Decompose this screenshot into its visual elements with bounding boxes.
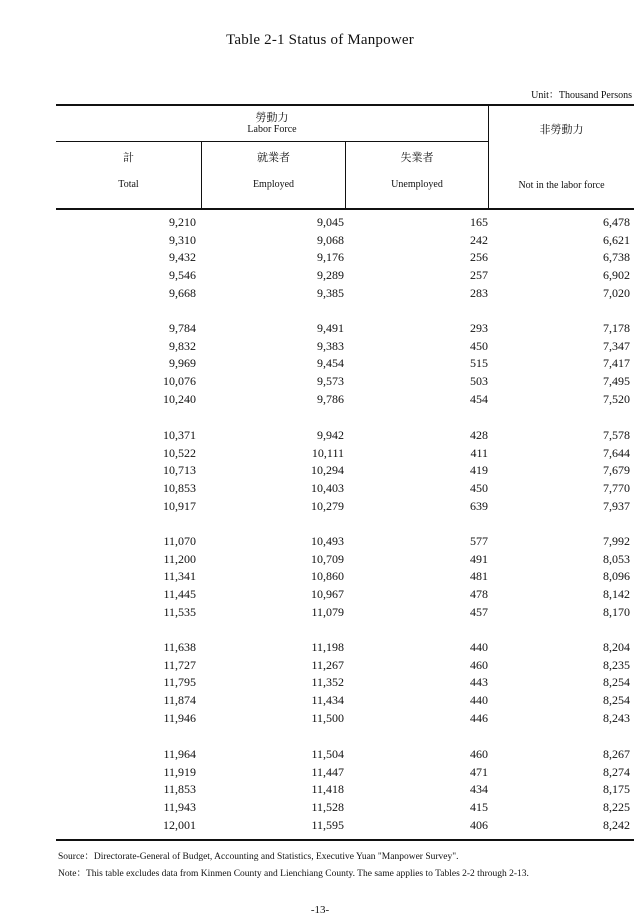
table-cell: 8,267 (603, 747, 630, 761)
not-labor-force-header-en: Not in the labor force (518, 180, 605, 191)
table-cell: 9,832 (169, 338, 196, 353)
table-cell: 9,310 (169, 232, 196, 247)
table-cell: 7,578 (603, 428, 630, 442)
table-cell: 577 (470, 534, 488, 548)
table-cell: 9,969 (169, 356, 196, 371)
table-cell: 9,784 (169, 321, 196, 335)
table-row (56, 673, 634, 691)
table-cell: 11,352 (311, 675, 344, 690)
table-cell: 11,418 (311, 782, 344, 797)
table-cell: 11,595 (311, 817, 344, 832)
table-cell: 8,096 (603, 569, 630, 584)
table-cell: 481 (470, 569, 488, 584)
table-row (56, 266, 634, 284)
table-cell: 11,638 (163, 640, 196, 654)
table-row (56, 444, 634, 462)
table-cell: 283 (470, 285, 488, 300)
table-cell: 6,902 (603, 268, 630, 283)
table-cell: 10,522 (163, 445, 196, 460)
table-cell: 10,860 (311, 569, 344, 584)
table-cell: 10,709 (311, 551, 344, 566)
table-cell: 8,204 (603, 640, 630, 654)
table-cell: 415 (470, 800, 488, 815)
table-row (56, 550, 634, 568)
table-cell: 419 (470, 463, 488, 478)
table-cell: 7,178 (603, 321, 630, 335)
table-cell: 11,943 (163, 800, 196, 815)
page-number: -13- (310, 904, 330, 916)
table-cell: 10,279 (311, 498, 344, 513)
table-cell: 10,967 (311, 587, 344, 602)
table-row (56, 319, 634, 337)
total-header-en: Total (118, 179, 139, 190)
table-cell: 9,668 (169, 285, 196, 300)
table-cell: 9,491 (317, 321, 344, 335)
table-cell: 434 (470, 782, 488, 797)
labor-force-divider (56, 141, 488, 142)
table-cell: 7,770 (603, 481, 630, 496)
table-cell: 10,403 (311, 481, 344, 496)
table-cell: 11,445 (163, 587, 196, 602)
total-header-zh: 計 (123, 152, 134, 164)
table-cell: 257 (470, 268, 488, 283)
table-cell: 406 (470, 817, 488, 832)
table-cell: 471 (470, 764, 488, 779)
table-cell: 256 (470, 250, 488, 265)
table-cell: 11,727 (163, 657, 196, 672)
table-cell: 10,076 (163, 374, 196, 389)
table-row (56, 656, 634, 674)
table-cell: 242 (470, 232, 488, 247)
table-cell: 9,432 (169, 250, 196, 265)
table-title: Table 2-1 Status of Manpower (226, 32, 414, 48)
table-top-rule (56, 104, 634, 106)
table-cell: 7,495 (603, 374, 630, 389)
not-labor-force-en-header (489, 180, 634, 192)
table-cell: 443 (470, 675, 488, 690)
table-cell: 7,679 (603, 463, 630, 478)
table-cell: 460 (470, 747, 488, 761)
table-cell: 9,546 (169, 268, 196, 283)
table-cell: 11,434 (311, 693, 344, 708)
table-cell: 7,347 (603, 338, 630, 353)
table-cell: 440 (470, 693, 488, 708)
table-cell: 446 (470, 710, 488, 725)
table-cell: 9,045 (317, 215, 344, 229)
table-cell: 10,917 (163, 498, 196, 513)
table-row (56, 390, 634, 408)
table-row (56, 709, 634, 727)
table-cell: 9,289 (317, 268, 344, 283)
table-row (56, 798, 634, 816)
table-bottom-rule (56, 839, 634, 841)
table-row (56, 780, 634, 798)
table-row (56, 745, 634, 763)
total-column-header (56, 152, 201, 191)
table-cell: 9,385 (317, 285, 344, 300)
table-cell: 8,235 (603, 657, 630, 672)
labor-force-header-zh: 勞動力 (255, 112, 289, 124)
table-cell: 11,341 (163, 569, 196, 584)
employed-header-zh: 就業者 (257, 152, 290, 164)
table-cell: 8,225 (603, 800, 630, 815)
table-cell: 7,417 (603, 356, 630, 371)
table-cell: 478 (470, 587, 488, 602)
labor-force-header (56, 112, 488, 136)
source-note: Source：Directorate-General of Budget, Accounting and Statistics, Executive Yuan "Manpower Survey". (58, 852, 459, 862)
unemployed-column-header (346, 152, 488, 191)
table-cell: 8,254 (603, 693, 630, 708)
employed-header-en: Employed (252, 179, 295, 190)
table-cell: 9,176 (317, 250, 344, 265)
table-cell: 10,713 (163, 463, 196, 478)
table-cell: 165 (470, 215, 488, 229)
table-cell: 440 (470, 640, 488, 654)
table-row (56, 426, 634, 444)
table-cell: 9,573 (317, 374, 344, 389)
table-cell: 515 (470, 356, 488, 371)
header-bottom-rule (56, 208, 634, 210)
table-cell: 9,383 (317, 338, 344, 353)
table-cell: 11,267 (311, 657, 344, 672)
table-cell: 11,070 (163, 534, 196, 548)
table-cell: 11,535 (163, 604, 196, 619)
table-row (56, 372, 634, 390)
table-cell: 10,294 (311, 463, 344, 478)
not-labor-force-header (489, 124, 634, 136)
not-labor-force-header-zh: 非勞動力 (539, 124, 584, 136)
table-cell: 11,528 (311, 800, 344, 815)
table-row (56, 461, 634, 479)
table-cell: 9,454 (317, 356, 344, 371)
table-cell: 639 (470, 498, 488, 513)
table-cell: 8,142 (603, 587, 630, 602)
table-row (56, 213, 634, 231)
table-row (56, 532, 634, 550)
table-cell: 10,240 (163, 391, 196, 406)
table-row (56, 691, 634, 709)
table-row (56, 284, 634, 302)
table-cell: 8,175 (603, 782, 630, 797)
table-cell: 428 (470, 428, 488, 442)
table-cell: 7,520 (603, 391, 630, 406)
table-cell: 7,644 (603, 445, 630, 460)
table-cell: 460 (470, 657, 488, 672)
table-cell: 9,210 (169, 215, 196, 229)
table-row (56, 337, 634, 355)
table-cell: 8,053 (603, 551, 630, 566)
table-cell: 6,478 (603, 215, 630, 229)
table-row (56, 603, 634, 621)
table-row (56, 497, 634, 515)
table-cell: 9,942 (317, 428, 344, 442)
table-cell: 457 (470, 604, 488, 619)
table-cell: 11,504 (311, 747, 344, 761)
table-row (56, 816, 634, 834)
table-cell: 11,853 (163, 782, 196, 797)
table-cell: 11,500 (311, 710, 344, 725)
table-cell: 11,198 (311, 640, 344, 654)
table-cell: 411 (470, 445, 488, 460)
labor-force-header-en: Labor Force (247, 124, 297, 135)
table-cell: 491 (470, 551, 488, 566)
table-cell: 10,371 (163, 428, 196, 442)
table-cell: 8,170 (603, 604, 630, 619)
table-cell: 450 (470, 481, 488, 496)
table-row (56, 231, 634, 249)
table-row (56, 567, 634, 585)
table-cell: 11,795 (163, 675, 196, 690)
table-row (56, 354, 634, 372)
table-cell: 10,853 (163, 481, 196, 496)
table-row (56, 638, 634, 656)
table-cell: 293 (470, 321, 488, 335)
table-row (56, 248, 634, 266)
table-cell: 10,111 (311, 445, 344, 460)
footnote: Note：This table excludes data from Kinmen County and Lienchiang County. The same applies to Tables 2-2 through 2-13. (58, 869, 529, 879)
table-row (56, 585, 634, 603)
table-row (56, 763, 634, 781)
table-cell: 8,243 (603, 710, 630, 725)
unit-label: Unit：Thousand Persons (531, 90, 632, 101)
table-cell: 9,068 (317, 232, 344, 247)
table-cell: 11,200 (163, 551, 196, 566)
unemployed-header-en: Unemployed (391, 179, 443, 190)
table-cell: 11,874 (163, 693, 196, 708)
table-cell: 8,242 (603, 817, 630, 832)
table-cell: 7,020 (603, 285, 630, 300)
table-cell: 7,937 (603, 498, 630, 513)
table-cell: 11,079 (311, 604, 344, 619)
table-row (56, 479, 634, 497)
table-cell: 9,786 (317, 391, 344, 406)
table-cell: 454 (470, 391, 488, 406)
table-cell: 12,001 (163, 817, 196, 832)
table-cell: 450 (470, 338, 488, 353)
table-cell: 6,621 (603, 232, 630, 247)
table-cell: 7,992 (603, 534, 630, 548)
table-cell: 11,964 (163, 747, 196, 761)
table-cell: 503 (470, 374, 488, 389)
table-cell: 6,738 (603, 250, 630, 265)
table-cell: 8,254 (603, 675, 630, 690)
table-cell: 11,946 (163, 710, 196, 725)
unemployed-header-zh: 失業者 (400, 152, 434, 164)
table-cell: 11,447 (311, 764, 344, 779)
table-cell: 11,919 (163, 764, 196, 779)
table-cell: 8,274 (603, 764, 630, 779)
table-cell: 10,493 (311, 534, 344, 548)
employed-column-header (202, 152, 345, 191)
column-divider-labor-force (488, 106, 489, 208)
